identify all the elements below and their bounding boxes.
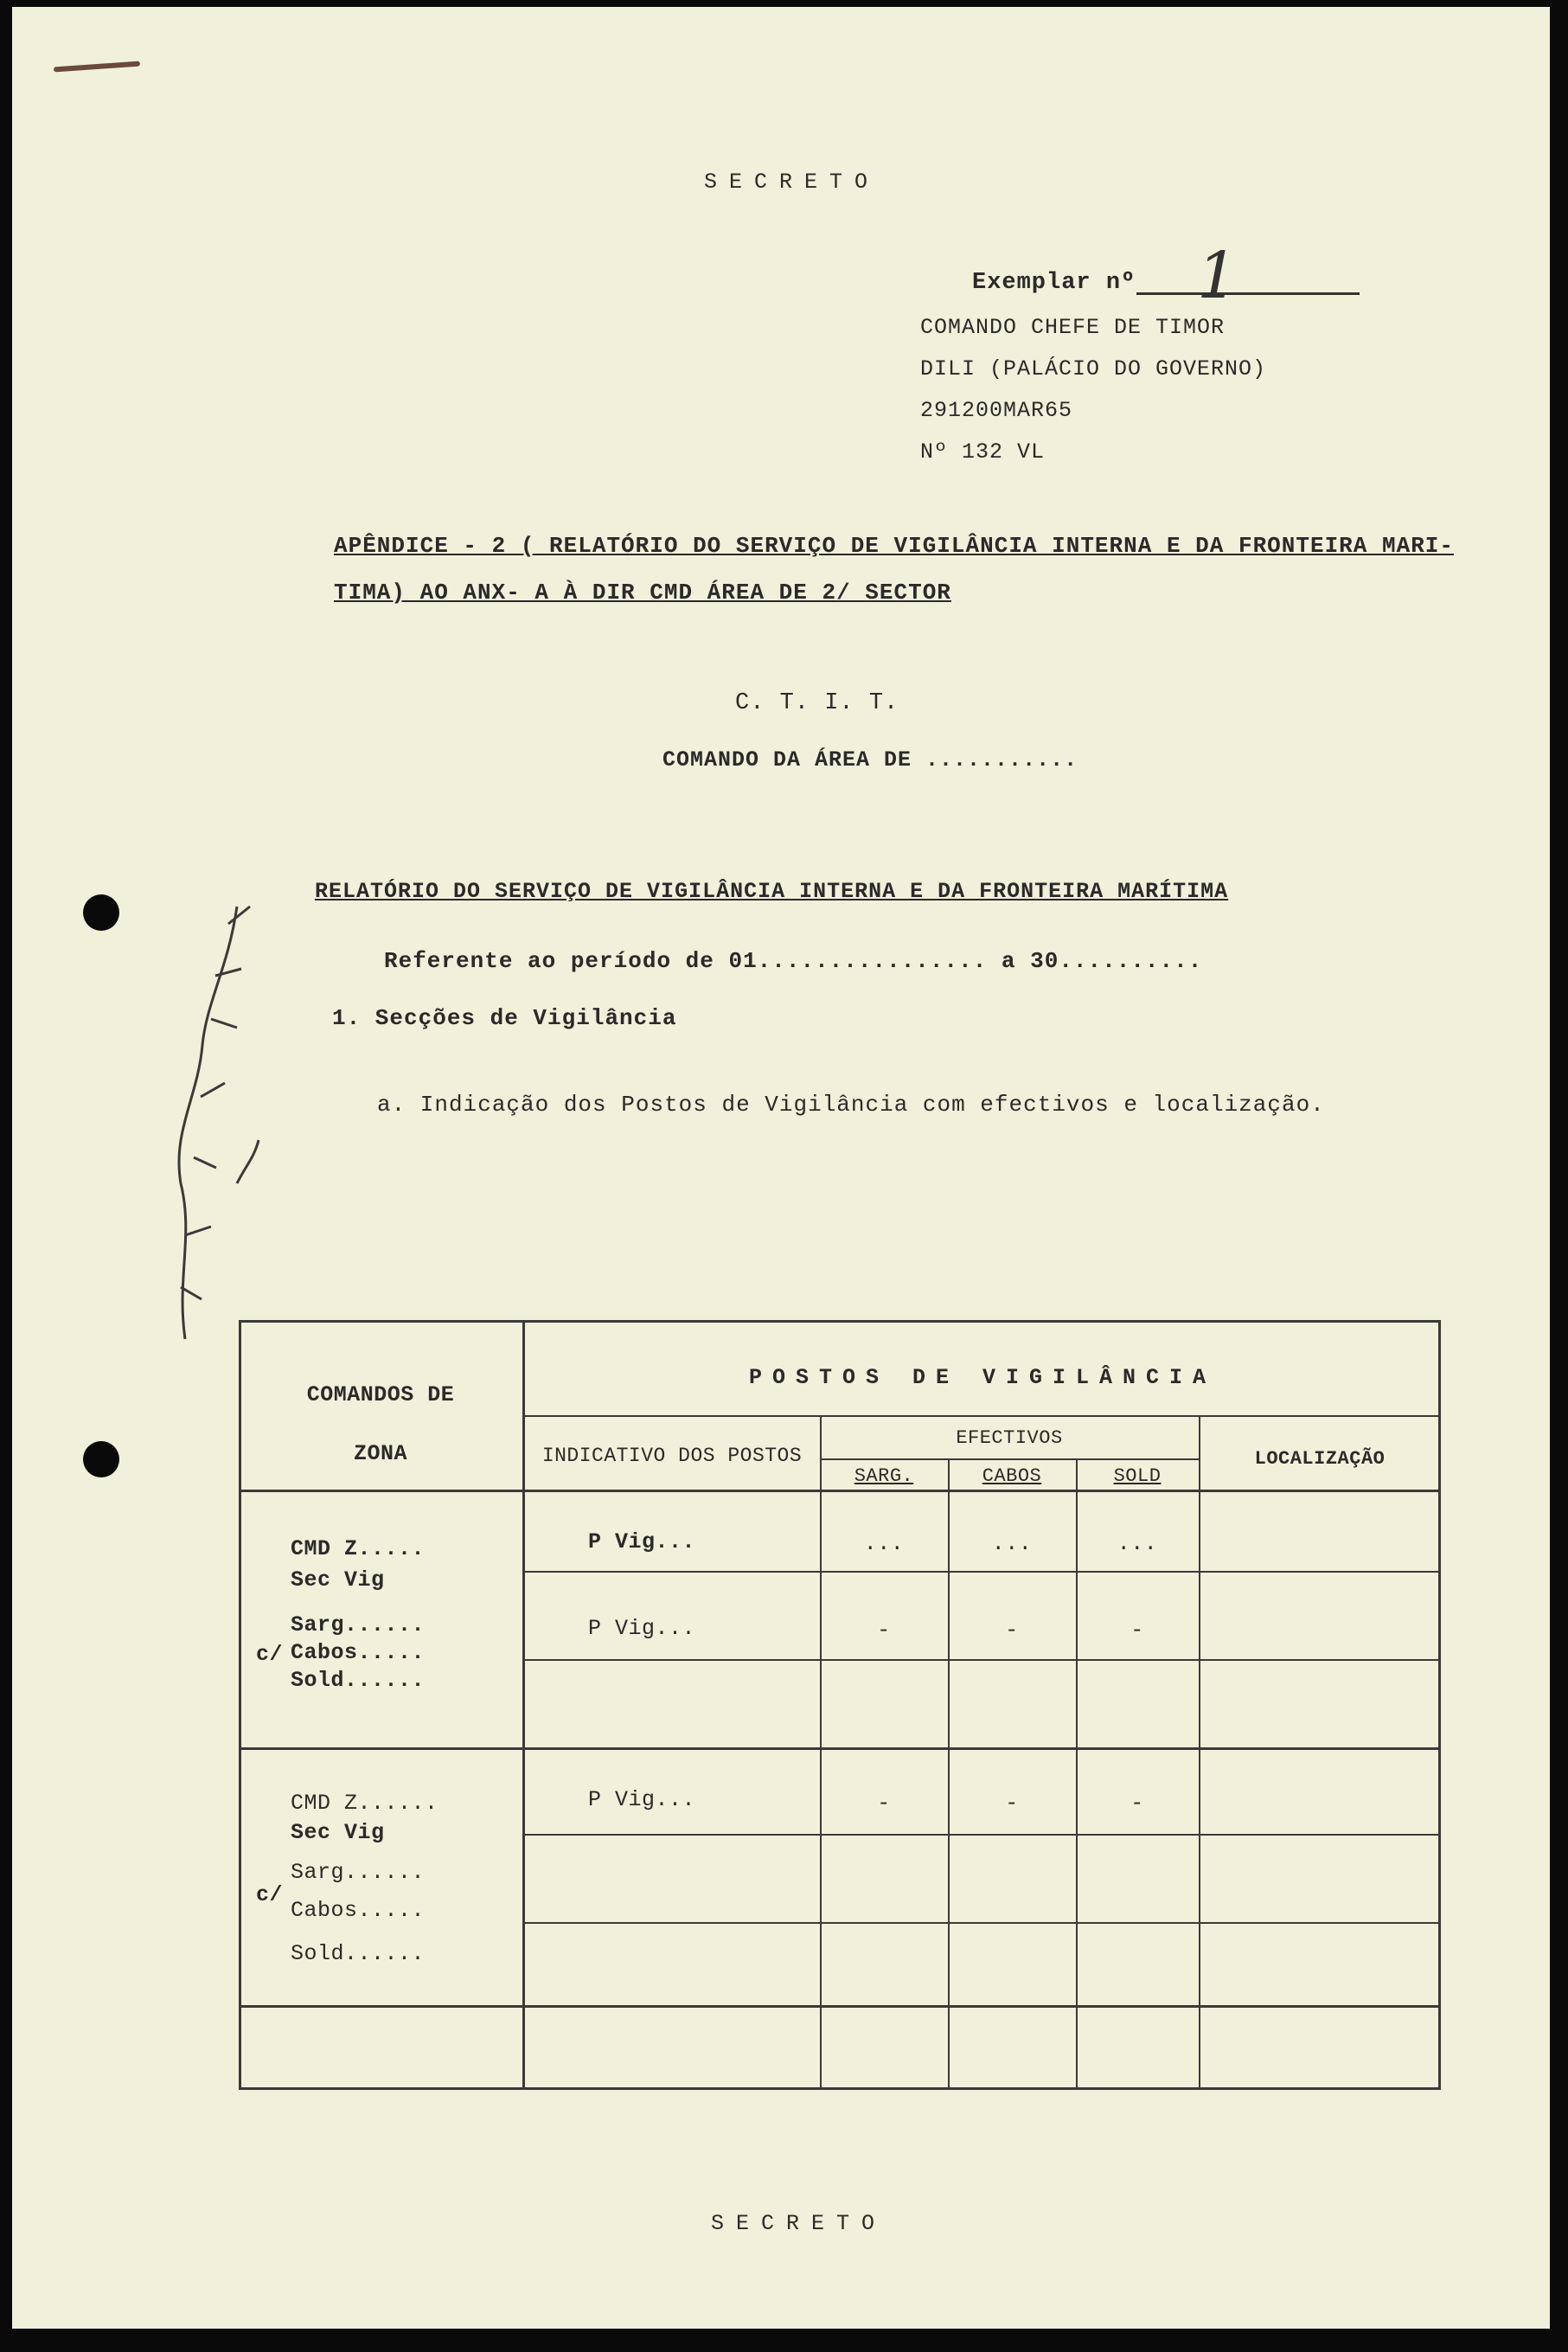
group1-row2-sarg: - xyxy=(877,1618,891,1643)
section-1-heading: 1. Secções de Vigilância xyxy=(332,1005,677,1031)
group2-sec-vig: Sec Vig xyxy=(291,1820,385,1845)
date-time-group: 291200MAR65 xyxy=(920,398,1073,423)
header-localizacao: LOCALIZAÇÃO xyxy=(1254,1448,1386,1470)
handwritten-margin-signature xyxy=(133,872,272,1356)
punch-hole-bottom xyxy=(83,1441,119,1477)
group2-row1-indicativo: P Vig... xyxy=(588,1787,696,1812)
ctit-label: C. T. I. T. xyxy=(735,690,899,716)
appendix-title-line-1: APÊNDICE - 2 ( RELATÓRIO DO SERVIÇO DE VIGILÂNCIA INTERNA E DA FRONTEIRA MARI- xyxy=(334,533,1454,559)
group2-sold: Sold...... xyxy=(291,1941,426,1966)
classification-top: SECRETO xyxy=(704,170,880,195)
header-comandos-line1: COMANDOS DE xyxy=(306,1382,455,1407)
header-comandos-line2: ZONA xyxy=(353,1441,407,1466)
group2-cabos: Cabos..... xyxy=(291,1898,426,1923)
group1-row2-sold: - xyxy=(1130,1618,1144,1643)
exemplar-underline xyxy=(1136,292,1360,295)
group1-row1-sarg: ... xyxy=(863,1531,905,1556)
group1-row1-sold: ... xyxy=(1117,1531,1158,1556)
item-a-text: a. Indicação dos Postos de Vigilância com efectivos e localização. xyxy=(377,1092,1325,1118)
header-efectivos: EFECTIVOS xyxy=(956,1427,1063,1449)
group2-row1-cabos: - xyxy=(1005,1791,1019,1816)
group2-row1-sarg: - xyxy=(877,1791,891,1816)
group1-row2-indicativo: P Vig... xyxy=(588,1616,696,1641)
report-heading: RELATÓRIO DO SERVIÇO DE VIGILÂNCIA INTERNA E DA FRONTEIRA MARÍTIMA xyxy=(315,879,1229,904)
group2-with: c/ xyxy=(256,1882,284,1907)
group2-sarg: Sarg...... xyxy=(291,1860,426,1885)
surveillance-posts-table xyxy=(239,1320,1441,2090)
period-line: Referente ao período de 01................ a 30.......... xyxy=(384,948,1203,974)
appendix-title-line-2: TIMA) AO ANX- A À DIR CMD ÁREA DE 2/ SECTOR xyxy=(334,580,951,606)
group1-with: c/ xyxy=(256,1642,284,1667)
ink-smudge xyxy=(54,61,140,73)
org-line-1: COMANDO CHEFE DE TIMOR xyxy=(920,315,1226,340)
header-postos: POSTOS DE VIGILÂNCIA xyxy=(748,1365,1217,1390)
group2-row1-sold: - xyxy=(1130,1791,1144,1816)
group1-sold: Sold...... xyxy=(291,1668,426,1693)
exemplar-number: 1 xyxy=(1197,239,1238,313)
group1-cabos: Cabos..... xyxy=(291,1640,426,1665)
exemplar-label: Exemplar nº xyxy=(972,270,1136,296)
group1-cmd: CMD Z..... xyxy=(291,1536,426,1561)
punch-hole-top xyxy=(83,894,119,931)
header-sarg: SARG. xyxy=(854,1465,914,1487)
document-page xyxy=(12,7,1550,2329)
group2-cmd: CMD Z...... xyxy=(291,1791,438,1816)
group1-row2-cabos: - xyxy=(1005,1618,1019,1643)
org-line-2: DILI (PALÁCIO DO GOVERNO) xyxy=(920,356,1267,381)
header-indicativo: INDICATIVO DOS POSTOS xyxy=(541,1445,803,1467)
header-cabos: CABOS xyxy=(982,1465,1042,1487)
group1-row1-cabos: ... xyxy=(991,1531,1033,1556)
group1-sec-vig: Sec Vig xyxy=(291,1567,385,1593)
area-command-label: COMANDO DA ÁREA DE ........... xyxy=(662,747,1078,772)
reference-number: Nº 132 VL xyxy=(920,439,1046,465)
classification-bottom: SECRETO xyxy=(711,2211,887,2236)
header-sold: SOLD xyxy=(1113,1465,1162,1487)
group1-sarg: Sarg...... xyxy=(291,1612,426,1637)
group1-row1-indicativo: P Vig... xyxy=(588,1529,696,1554)
